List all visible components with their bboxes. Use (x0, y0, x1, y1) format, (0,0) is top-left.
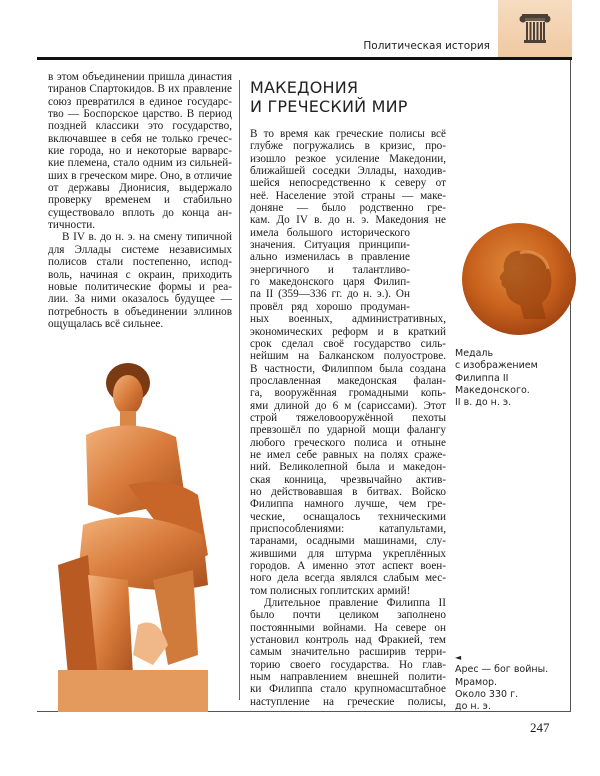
text-line: энергичного и талантливо- (250, 263, 410, 276)
text-line: кам. До IV в. до н. э. Македония не (250, 214, 446, 227)
text-line: было почти целиком заполнено (250, 609, 446, 622)
text-line: ская конница, чрезвычайно актив- (250, 473, 446, 486)
text-line: неё. Население этой страны — маке- (250, 189, 446, 202)
text-line: экономических реформ и в краткий (250, 325, 446, 338)
section-icon-box (498, 0, 572, 57)
text-line: нейшим на Балканском полуострове. (250, 350, 446, 363)
text-line: приспособлениями: катапультами, (250, 523, 446, 535)
text-line: для Эллады системе независимых (48, 243, 232, 256)
text-line: значения. Ситуация принципи- (250, 239, 410, 252)
text-line: постоянными войнами. На севере он (250, 621, 446, 634)
text-line: поздней классики это государство, (48, 120, 232, 133)
text-line: В то время как греческие полисы всё (250, 128, 446, 140)
text-line: торию своего государства. Но глав- (250, 658, 446, 671)
text-line: любого греческого полиса и отныне (250, 436, 446, 449)
caption-line: Мрамор. (455, 676, 498, 688)
caption-line: Медаль (455, 348, 494, 359)
text-line: Длительное правление Филиппа II (264, 597, 446, 610)
text-line: кие города, но и некоторые варварс- (48, 145, 232, 158)
statue-caption (455, 652, 548, 713)
text-line: В частности, Филиппом была создана (250, 362, 446, 375)
text-line: наступление на греческие полисы, (250, 695, 446, 708)
text-line: не имел себе равных на полях сраже- (250, 448, 446, 461)
text-line: ных военных, административных, (250, 313, 446, 326)
ares-statue-image (58, 355, 223, 712)
medal-caption (455, 348, 538, 409)
text-line: тиранов Спартокидов. В их правление (48, 83, 232, 96)
page-number: 247 (530, 720, 550, 735)
text-line: новые политические формы и реа- (48, 280, 232, 293)
philip-medal-image (462, 223, 576, 335)
text-line: союз превратился в единое государс- (48, 95, 232, 108)
text-line: лии. За ними оказалось будущее — (48, 293, 232, 306)
text-line: полисов стали постепенно, испод- (48, 256, 232, 269)
caption-line: Арес — бог войны. (455, 664, 549, 676)
text-line: Филиппа намного лучше, чем гре- (250, 498, 446, 511)
text-line: ным направлением внешней полити- (250, 671, 446, 684)
text-line: ний. Великолепной была и македон- (250, 461, 446, 474)
text-line: доняне — было родственно гре- (250, 202, 446, 215)
text-line: кие племена, стало одним из сильней- (48, 157, 232, 170)
caption-line: до н. э. (455, 701, 491, 713)
text-line: прославленная македонская фалан- (250, 374, 446, 387)
article-body (250, 128, 446, 708)
text-line: таранами, осадными машинами, слу- (250, 535, 446, 548)
caption-line: II в. до н. э. (455, 397, 512, 409)
text-line: па II (359—336 гг. до н. э.). Он (250, 288, 410, 301)
text-line: ших в греческом мире. Оно, в отличие (48, 169, 232, 182)
text-line: го македонского царя Филип- (250, 276, 410, 289)
text-line: тво — Боспорское царство. В период (48, 108, 232, 121)
article-heading (250, 78, 408, 116)
text-line: воль, начиная с окраин, приходить (48, 268, 232, 281)
text-line: том полисных гоплитских армий! (250, 584, 411, 597)
text-line: ческие, оснащалось техническими (250, 510, 446, 523)
text-line: потребность в объединении эллинов (48, 305, 232, 318)
text-line: включавшее в себя не только гречес- (48, 132, 232, 145)
text-line: провёл ряд хорошо продуман- (250, 300, 410, 313)
text-line: проверку временем и стабильно (48, 194, 232, 207)
text-line: самым значительно расширив терри- (250, 646, 446, 659)
text-line: ощущалась всё сильнее. (48, 317, 164, 330)
text-line: превзошёл по ударной мощи фалангу (250, 424, 446, 437)
heading-line: И ГРЕЧЕСКИЙ МИР (250, 97, 408, 116)
text-line: шейся непосредственно к северу от (250, 177, 446, 190)
text-line: существовало вплоть до конца ан- (48, 206, 232, 219)
text-line: жившими для штурма укреплённых (250, 547, 446, 560)
caption-line: Филиппа II (455, 372, 509, 384)
left-column-text (48, 71, 232, 330)
caption-line: Около 330 г. (455, 688, 519, 700)
text-line: в этом объединении пришла династия (48, 71, 232, 83)
text-line: но действовавшая в битвах. Войско (250, 485, 446, 498)
text-line: ного дела всегда являлся слабым мес- (250, 572, 446, 585)
text-line: глубже погружались в кризис, про- (250, 140, 446, 153)
text-line: В IV в. до н. э. на смену типичной (62, 231, 232, 244)
text-line: ями длиной до 6 м (сариссами). Этот (250, 399, 446, 412)
text-line: изошло резкое усиление Македонии, (250, 152, 446, 165)
text-line: городов. А именно этот аспект воен- (250, 560, 446, 573)
column-divider (239, 80, 240, 700)
medal-profile-icon (462, 223, 576, 335)
text-line: строй тяжеловооружённой пехоты (250, 411, 446, 424)
ionic-column-icon (498, 0, 572, 57)
running-header: Политическая история (363, 40, 490, 52)
heading-line: МАКЕДОНИЯ (250, 78, 359, 97)
text-line: ки Филиппа стало крупномасштабное (250, 683, 446, 696)
text-line: установил контроль над Фракией, тем (250, 634, 446, 647)
text-line: тичности. (48, 219, 96, 232)
text-line: срок сделал своё государство силь- (250, 337, 446, 350)
left-arrow-icon: ◄ (455, 653, 462, 662)
text-line: га, вооружённая громадными копь- (250, 387, 446, 400)
text-line: от державы Дионисия, выдержало (48, 182, 232, 195)
text-line: ближайшей соседки Эллады, находив- (250, 165, 446, 178)
text-line: имела большого исторического (250, 226, 410, 239)
text-line: ально изменилась в правление (250, 251, 410, 264)
caption-line: с изображением (455, 360, 538, 372)
caption-line: Македонского. (455, 384, 530, 396)
